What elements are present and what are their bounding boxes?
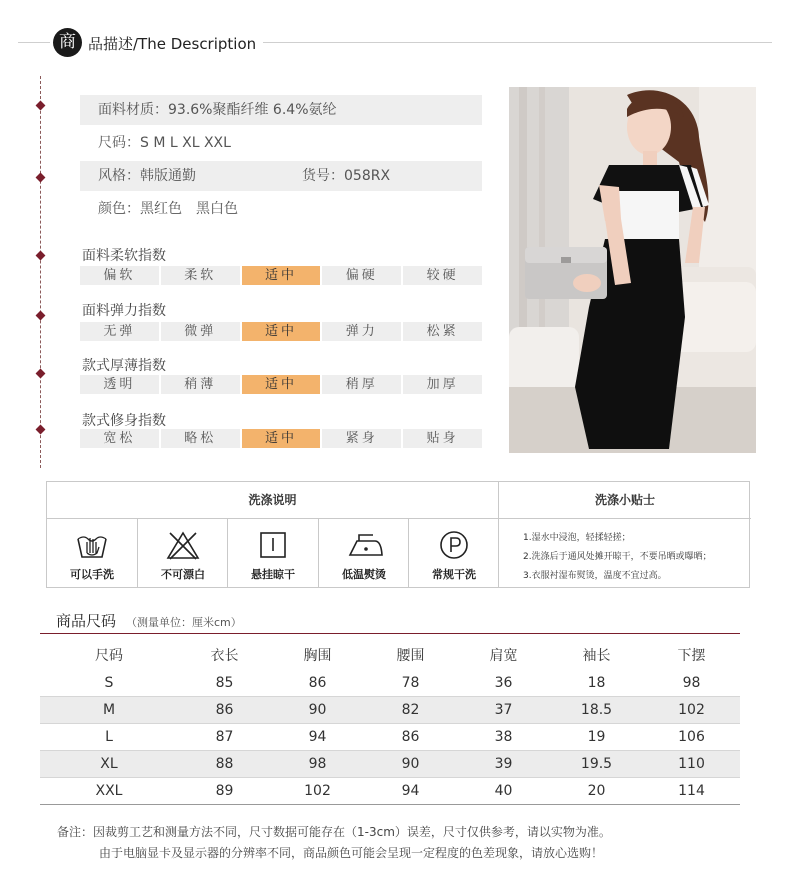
header-badge: 商 xyxy=(53,28,82,57)
table-header-cell: 下摆 xyxy=(677,648,706,664)
care-item-low-iron xyxy=(319,519,409,588)
timeline-marker xyxy=(36,425,46,435)
scale-option: 偏软 xyxy=(80,266,159,285)
hand-wash-icon xyxy=(75,529,109,561)
table-cell: 94 xyxy=(308,729,327,745)
table-cell: 40 xyxy=(494,783,513,799)
scale-title-elasticity: 面料弹力指数 xyxy=(82,303,166,319)
scale-option: 加厚 xyxy=(403,375,482,394)
notes xyxy=(57,822,611,864)
care-header-right: 洗涤小贴士 xyxy=(594,493,655,507)
table-cell: 102 xyxy=(678,702,705,718)
care-label: 悬挂晾干 xyxy=(251,568,295,581)
table-cell: 98 xyxy=(308,756,327,772)
table-cell: 90 xyxy=(401,756,420,772)
table-cell: 20 xyxy=(587,783,606,799)
table-row xyxy=(40,751,740,778)
table-row xyxy=(40,697,740,724)
table-cell: 88 xyxy=(215,756,234,772)
table-cell: 106 xyxy=(678,729,705,745)
table-cell: 90 xyxy=(308,702,327,718)
table-cell: 89 xyxy=(215,783,234,799)
table-cell: XL xyxy=(100,756,118,772)
table-cell: 98 xyxy=(682,675,701,691)
table-cell: 39 xyxy=(494,756,513,772)
care-table xyxy=(46,481,750,588)
table-header-cell: 袖长 xyxy=(582,648,611,664)
care-header-left: 洗涤说明 xyxy=(248,493,297,507)
scale-option-selected: 适中 xyxy=(242,375,321,394)
no-bleach-icon xyxy=(166,529,200,561)
table-row xyxy=(40,724,740,751)
table-header-row xyxy=(40,643,740,670)
scale-option: 柔软 xyxy=(161,266,240,285)
scale-option: 略松 xyxy=(161,429,240,448)
care-label: 低温熨烫 xyxy=(342,568,386,581)
timeline-line xyxy=(40,76,41,468)
scale-option: 无弹 xyxy=(80,322,159,341)
scale-elasticity xyxy=(80,322,482,341)
timeline-marker xyxy=(36,251,46,261)
table-header-cell: 衣长 xyxy=(210,648,239,664)
spec-size-text: 尺码：S M L XL XXL xyxy=(98,135,231,151)
spec-style-text: 风格：韩版通勤 xyxy=(98,168,196,184)
table-cell: 19 xyxy=(587,729,606,745)
table-cell: 94 xyxy=(401,783,420,799)
hang-dry-icon xyxy=(256,529,290,561)
table-cell: XXL xyxy=(95,783,123,799)
scale-option: 弹力 xyxy=(322,322,401,341)
product-photo xyxy=(509,87,756,453)
timeline-marker xyxy=(36,101,46,111)
table-row xyxy=(40,778,740,805)
care-tip: 2.洗涤后于通风处摊开晾干，不要吊晒或曝晒； xyxy=(523,552,712,562)
size-table xyxy=(40,643,740,805)
dry-clean-icon xyxy=(437,529,471,561)
scale-option: 宽松 xyxy=(80,429,159,448)
size-table-rule xyxy=(40,633,740,634)
care-item-no-bleach xyxy=(138,519,228,588)
care-label: 可以手洗 xyxy=(70,568,114,581)
scale-option: 紧身 xyxy=(322,429,401,448)
table-cell: 36 xyxy=(494,675,513,691)
spec-code-text: 货号：058RX xyxy=(302,168,391,184)
spec-color-text: 颜色：黑红色 黑白色 xyxy=(98,201,238,217)
care-tip: 3.衣服衬湿布熨烫，温度不宜过高。 xyxy=(523,571,667,581)
note-line: 备注：因裁剪工艺和测量方法不同，尺寸数据可能存在（1-3cm）误差，尺寸仅供参考，请以实物为准。 xyxy=(57,825,611,839)
table-cell: 37 xyxy=(494,702,513,718)
scale-option: 松紧 xyxy=(403,322,482,341)
scale-option: 微弹 xyxy=(161,322,240,341)
note-line: 由于电脑显卡及显示器的分辨率不同，商品颜色可能会呈现一定程度的色差现象，请放心选购！ xyxy=(99,846,604,860)
table-header-cell: 肩宽 xyxy=(489,648,518,664)
table-header-cell: 腰围 xyxy=(396,648,425,664)
care-item-dry-clean xyxy=(409,519,499,588)
care-tips xyxy=(523,529,712,586)
timeline-marker xyxy=(36,369,46,379)
table-cell: M xyxy=(102,702,116,718)
size-table-title: 商品尺码 xyxy=(56,612,117,630)
table-cell: 85 xyxy=(215,675,234,691)
table-cell: 86 xyxy=(401,729,420,745)
table-cell: S xyxy=(104,675,114,691)
scale-softness xyxy=(80,266,482,285)
scale-title-thickness: 款式厚薄指数 xyxy=(82,358,166,374)
table-cell: 102 xyxy=(304,783,331,799)
table-cell: 78 xyxy=(401,675,420,691)
table-cell: 18.5 xyxy=(580,702,613,718)
scale-option: 较硬 xyxy=(403,266,482,285)
header-rule-right xyxy=(263,42,772,43)
scale-option: 稍厚 xyxy=(322,375,401,394)
table-row xyxy=(40,670,740,697)
scale-title-softness: 面料柔软指数 xyxy=(82,248,166,264)
spec-style xyxy=(80,161,482,191)
care-label: 不可漂白 xyxy=(161,568,205,581)
table-cell: 19.5 xyxy=(580,756,613,772)
spec-fabric-text: 面料材质：93.6%聚酯纤维 6.4%氨纶 xyxy=(98,102,337,118)
table-cell: 38 xyxy=(494,729,513,745)
table-cell: 18 xyxy=(587,675,606,691)
table-cell: 110 xyxy=(678,756,705,772)
table-cell: 86 xyxy=(215,702,234,718)
spec-fabric xyxy=(80,95,482,125)
section-title: 品描述/The Description xyxy=(88,35,257,53)
scale-option-selected: 适中 xyxy=(242,429,321,448)
scale-fit xyxy=(80,429,482,448)
care-tip: 1.湿水中浸泡，轻揉轻搓； xyxy=(523,533,631,543)
table-cell: 114 xyxy=(678,783,705,799)
header-rule-left xyxy=(18,42,50,43)
table-cell: 82 xyxy=(401,702,420,718)
timeline-marker xyxy=(36,311,46,321)
timeline-marker xyxy=(36,173,46,183)
spec-size xyxy=(80,128,482,158)
scale-option: 稍薄 xyxy=(161,375,240,394)
scale-option: 贴身 xyxy=(403,429,482,448)
low-iron-icon xyxy=(347,529,385,561)
table-cell: L xyxy=(105,729,113,745)
scale-option-selected: 适中 xyxy=(242,322,321,341)
table-cell: 87 xyxy=(215,729,234,745)
table-cell: 86 xyxy=(308,675,327,691)
scale-thickness xyxy=(80,375,482,394)
scale-option: 偏硬 xyxy=(322,266,401,285)
care-item-hang-dry xyxy=(228,519,318,588)
size-table-unit: （测量单位：厘米cm） xyxy=(126,616,242,629)
table-header-cell: 胸围 xyxy=(303,648,332,664)
care-label: 常规干洗 xyxy=(432,568,476,581)
spec-color xyxy=(80,194,482,224)
scale-option: 透明 xyxy=(80,375,159,394)
scale-option-selected: 适中 xyxy=(242,266,321,285)
model-illustration xyxy=(509,87,756,453)
table-header-cell: 尺码 xyxy=(95,648,123,664)
scale-title-fit: 款式修身指数 xyxy=(82,413,166,429)
care-item-hand-wash xyxy=(47,519,137,588)
